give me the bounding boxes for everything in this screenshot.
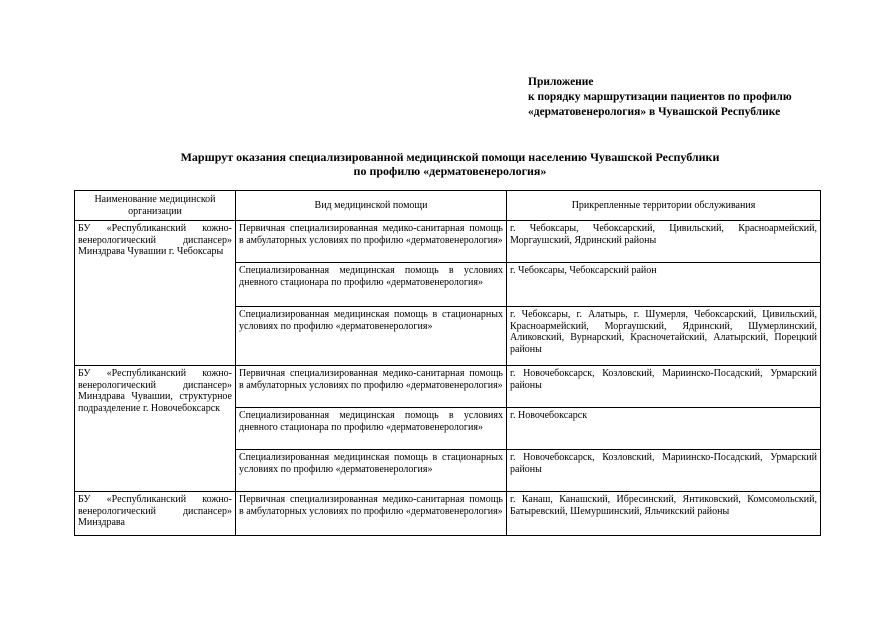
title-line: Маршрут оказания специализированной медицинской помощи населению Чувашской Республики [180,150,720,164]
organization-cell: БУ «Республиканский кожно-венерологический диспансер» Минздрава [75,492,236,536]
care-type-cell: Специализированная медицинская помощь в условиях дневного стационара по профилю «дерматовенерология» [236,263,507,307]
care-type-cell: Специализированная медицинская помощь в условиях дневного стационара по профилю «дерматовенерология» [236,408,507,450]
care-type-cell: Первичная специализированная медико-санитарная помощь в амбулаторных условиях по профилю «дерматовенерология» [236,492,507,536]
care-type-cell: Специализированная медицинская помощь в стационарных условиях по профилю «дерматовенерология» [236,450,507,492]
table-row [75,366,821,408]
routing-table [74,190,821,536]
territory-cell: г. Чебоксары, Чебоксарский, Цивильский, Красноармейский, Моргаушский, Ядринский районы [507,221,821,263]
territory-cell: г. Новочебоксарск, Козловский, Мариинско-Посадский, Урмарский районы [507,366,821,408]
territory-cell: г. Канаш, Канашский, Ибресинский, Янтиковский, Комсомольский, Батыревский, Шемуршинский, Яльчикский районы [507,492,821,536]
care-type-cell: Первичная специализированная медико-санитарная помощь в амбулаторных условиях по профилю «дерматовенерология» [236,221,507,263]
territory-cell: г. Чебоксары, Чебоксарский район [507,263,821,307]
appendix-title: Приложение [528,76,594,88]
organization-cell: БУ «Республиканский кожно-венерологический диспансер» Минздрава Чувашии г. Чебоксары [75,221,236,366]
table-header-row [75,191,821,221]
title-line: по профилю «дерматовенерология» [353,164,547,178]
appendix-line: к порядку маршрутизации пациентов по профилю [528,91,792,103]
table-row [75,221,821,263]
appendix-block [528,75,792,120]
document-title [100,150,800,178]
column-header-organization: Наименование медицинской организации [75,191,236,221]
organization-cell: БУ «Республиканский кожно-венерологический диспансер» Минздрава Чувашии, структурное подразделение г. Новочебоксарск [75,366,236,492]
care-type-cell: Специализированная медицинская помощь в стационарных условиях по профилю «дерматовенерология» [236,307,507,366]
care-type-cell: Первичная специализированная медико-санитарная помощь в амбулаторных условиях по профилю «дерматовенерология» [236,366,507,408]
table-row [75,492,821,536]
territory-cell: г. Чебоксары, г. Алатырь, г. Шумерля, Чебоксарский, Цивильский, Красноармейский, Моргаушский, Ядринский, Шумерлинский, Аликовский, Вурнарский, Красночетайский, Алатырский, Порецкий районы [507,307,821,366]
column-header-care-type: Вид медицинской помощи [236,191,507,221]
appendix-line: «дерматовенерология» в Чувашской Республике [528,106,781,118]
territory-cell: г. Новочебоксарск, Козловский, Мариинско-Посадский, Урмарский районы [507,450,821,492]
territory-cell: г. Новочебоксарск [507,408,821,450]
column-header-territories: Прикрепленные территории обслуживания [507,191,821,221]
